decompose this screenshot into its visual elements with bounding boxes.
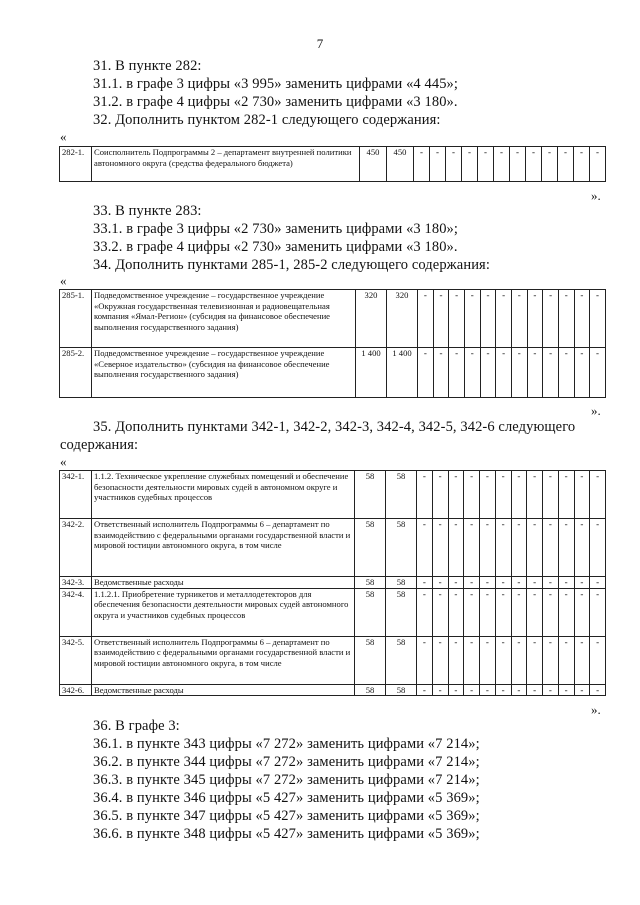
row-description: Ответственный исполнитель Подпрограммы 6 – департамент по взаимодействию с федеральными органами государственной власти и мировой юстиции автономного округа, в том числе — [92, 519, 355, 577]
section-31-title: 31. В пункте 282: — [93, 58, 202, 74]
table-row — [60, 636, 606, 684]
empty-cell-dash: - — [558, 348, 574, 398]
empty-cell-dash: - — [590, 471, 606, 519]
empty-cell-dash: - — [448, 471, 464, 519]
empty-cell-dash: - — [590, 348, 606, 398]
empty-cell-dash: - — [462, 147, 478, 182]
empty-cell-dash: - — [480, 471, 496, 519]
section-36-title: 36. В графе 3: — [93, 718, 180, 734]
section-33-1: 33.1. в графе 3 цифры «2 730» заменить цифрами «3 180»; — [93, 221, 459, 237]
empty-cell-dash: - — [432, 636, 448, 684]
section-35-cont: содержания: — [60, 437, 139, 453]
empty-cell-dash: - — [574, 348, 590, 398]
table-row — [60, 147, 606, 182]
quote-open-3: « — [60, 454, 67, 469]
row-value-col4: 1 400 — [387, 348, 418, 398]
empty-cell-dash: - — [418, 290, 434, 348]
section-36-4: 36.4. в пункте 346 цифры «5 427» заменить цифрами «5 369»; — [93, 790, 480, 806]
empty-cell-dash: - — [574, 684, 590, 696]
empty-cell-dash: - — [511, 636, 527, 684]
empty-cell-dash: - — [574, 471, 590, 519]
quote-close-2: ». — [591, 403, 601, 418]
empty-cell-dash: - — [511, 471, 527, 519]
table-row — [60, 471, 606, 519]
row-value-col3: 58 — [355, 577, 386, 589]
page-number: 7 — [316, 36, 324, 51]
empty-cell-dash: - — [558, 519, 574, 577]
empty-cell-dash: - — [590, 577, 606, 589]
empty-cell-dash: - — [511, 290, 527, 348]
section-33-2: 33.2. в графе 4 цифры «2 730» заменить цифрами «3 180». — [93, 239, 458, 255]
empty-cell-dash: - — [590, 519, 606, 577]
section-36-2: 36.2. в пункте 344 цифры «7 272» заменить цифрами «7 214»; — [93, 754, 480, 770]
table-342 — [59, 470, 606, 696]
empty-cell-dash: - — [590, 684, 606, 696]
empty-cell-dash: - — [543, 290, 559, 348]
empty-cell-dash: - — [558, 684, 574, 696]
row-description: 1.1.2.1. Приобретение турникетов и металлодетекторов для обеспечения безопасности деятельности мировых судей автономного округа и участников судебных процессов — [92, 588, 355, 636]
empty-cell-dash: - — [590, 147, 606, 182]
empty-cell-dash: - — [496, 348, 512, 398]
empty-cell-dash: - — [448, 636, 464, 684]
empty-cell-dash: - — [417, 684, 433, 696]
empty-cell-dash: - — [417, 471, 433, 519]
empty-cell-dash: - — [480, 577, 496, 589]
section-33-title: 33. В пункте 283: — [93, 203, 202, 219]
row-number: 285-1. — [60, 290, 92, 348]
empty-cell-dash: - — [574, 290, 590, 348]
row-value-col3: 1 400 — [356, 348, 387, 398]
empty-cell-dash: - — [558, 471, 574, 519]
empty-cell-dash: - — [417, 577, 433, 589]
empty-cell-dash: - — [543, 684, 559, 696]
empty-cell-dash: - — [480, 636, 496, 684]
empty-cell-dash: - — [418, 348, 434, 398]
empty-cell-dash: - — [542, 147, 558, 182]
empty-cell-dash: - — [478, 147, 494, 182]
empty-cell-dash: - — [449, 348, 465, 398]
empty-cell-dash: - — [432, 684, 448, 696]
section-36-1: 36.1. в пункте 343 цифры «7 272» заменить цифрами «7 214»; — [93, 736, 480, 752]
empty-cell-dash: - — [558, 147, 574, 182]
empty-cell-dash: - — [543, 577, 559, 589]
empty-cell-dash: - — [526, 147, 542, 182]
empty-cell-dash: - — [448, 577, 464, 589]
quote-close-3: ». — [591, 702, 601, 717]
empty-cell-dash: - — [511, 519, 527, 577]
empty-cell-dash: - — [527, 636, 543, 684]
empty-cell-dash: - — [495, 519, 511, 577]
empty-cell-dash: - — [558, 577, 574, 589]
empty-cell-dash: - — [496, 290, 512, 348]
table-285 — [59, 289, 606, 398]
row-description: Подведомственное учреждение – государственное учреждение «Северное издательство» (субсидия на финансовое обеспечение выполнения государственного задания) — [92, 348, 356, 398]
empty-cell-dash: - — [543, 588, 559, 636]
empty-cell-dash: - — [543, 348, 559, 398]
section-34: 34. Дополнить пунктами 285-1, 285-2 следующего содержания: — [93, 257, 490, 273]
row-value-col4: 58 — [386, 577, 417, 589]
row-description: Ответственный исполнитель Подпрограммы 6 – департамент по взаимодействию с федеральными органами государственной власти и мировой юстиции автономного округа, в том числе — [92, 636, 355, 684]
empty-cell-dash: - — [574, 588, 590, 636]
empty-cell-dash: - — [527, 519, 543, 577]
table-row — [60, 519, 606, 577]
row-number: 342-5. — [60, 636, 92, 684]
row-description: Соисполнитель Подпрограммы 2 – департамент внутренней политики автономного округа (средства федерального бюджета) — [92, 147, 360, 182]
table-row — [60, 348, 606, 398]
empty-cell-dash: - — [432, 577, 448, 589]
row-value-col3: 58 — [355, 519, 386, 577]
empty-cell-dash: - — [448, 684, 464, 696]
empty-cell-dash: - — [543, 471, 559, 519]
empty-cell-dash: - — [464, 519, 480, 577]
table-row — [60, 577, 606, 589]
section-36-3: 36.3. в пункте 345 цифры «7 272» заменить цифрами «7 214»; — [93, 772, 480, 788]
section-35: 35. Дополнить пунктами 342-1, 342-2, 342-3, 342-4, 342-5, 342-6 следующего — [93, 419, 576, 435]
empty-cell-dash: - — [480, 348, 496, 398]
row-value-col3: 58 — [355, 471, 386, 519]
empty-cell-dash: - — [464, 290, 480, 348]
row-value-col3: 58 — [355, 684, 386, 696]
empty-cell-dash: - — [527, 471, 543, 519]
row-number: 285-2. — [60, 348, 92, 398]
empty-cell-dash: - — [446, 147, 462, 182]
row-description: Ведомственные расходы — [92, 577, 355, 589]
empty-cell-dash: - — [558, 290, 574, 348]
table-row — [60, 588, 606, 636]
quote-close-1: ». — [591, 188, 601, 203]
empty-cell-dash: - — [495, 588, 511, 636]
empty-cell-dash: - — [574, 636, 590, 684]
row-description: 1.1.2. Техническое укрепление служебных помещений и обеспечение безопасности деятельности мировых судей в автономном округе и участников судебных процессов — [92, 471, 355, 519]
row-number: 342-1. — [60, 471, 92, 519]
row-value-col4: 58 — [386, 636, 417, 684]
empty-cell-dash: - — [527, 290, 543, 348]
empty-cell-dash: - — [417, 519, 433, 577]
row-number: 342-2. — [60, 519, 92, 577]
empty-cell-dash: - — [494, 147, 510, 182]
empty-cell-dash: - — [511, 348, 527, 398]
row-number: 342-3. — [60, 577, 92, 589]
empty-cell-dash: - — [543, 519, 559, 577]
row-value-col4: 58 — [386, 519, 417, 577]
row-number: 342-6. — [60, 684, 92, 696]
row-value-col4: 320 — [387, 290, 418, 348]
row-number: 342-4. — [60, 588, 92, 636]
empty-cell-dash: - — [464, 348, 480, 398]
row-value-col3: 58 — [355, 588, 386, 636]
empty-cell-dash: - — [432, 519, 448, 577]
empty-cell-dash: - — [495, 636, 511, 684]
row-value-col4: 58 — [386, 588, 417, 636]
empty-cell-dash: - — [448, 519, 464, 577]
empty-cell-dash: - — [590, 588, 606, 636]
empty-cell-dash: - — [527, 588, 543, 636]
empty-cell-dash: - — [543, 636, 559, 684]
empty-cell-dash: - — [430, 147, 446, 182]
empty-cell-dash: - — [495, 684, 511, 696]
row-description: Ведомственные расходы — [92, 684, 355, 696]
row-value-col4: 58 — [386, 471, 417, 519]
empty-cell-dash: - — [511, 588, 527, 636]
empty-cell-dash: - — [464, 577, 480, 589]
empty-cell-dash: - — [590, 636, 606, 684]
row-number: 282-1. — [60, 147, 92, 182]
section-31-2: 31.2. в графе 4 цифры «2 730» заменить цифрами «3 180». — [93, 94, 458, 110]
empty-cell-dash: - — [432, 471, 448, 519]
empty-cell-dash: - — [558, 636, 574, 684]
empty-cell-dash: - — [417, 636, 433, 684]
empty-cell-dash: - — [511, 684, 527, 696]
row-value-col3: 320 — [356, 290, 387, 348]
row-description: Подведомственное учреждение – государственное учреждение «Окружная государственная телевизионная и радиовещательная компания «Ямал-Регион» (субсидия на финансовое обеспечение выполнения государственного задания) — [92, 290, 356, 348]
empty-cell-dash: - — [433, 348, 449, 398]
empty-cell-dash: - — [464, 636, 480, 684]
row-value-col4: 450 — [387, 147, 414, 182]
empty-cell-dash: - — [480, 588, 496, 636]
row-value-col3: 58 — [355, 636, 386, 684]
empty-cell-dash: - — [495, 577, 511, 589]
empty-cell-dash: - — [495, 471, 511, 519]
empty-cell-dash: - — [480, 290, 496, 348]
empty-cell-dash: - — [480, 519, 496, 577]
table-282-1 — [59, 146, 606, 182]
section-36-6: 36.6. в пункте 348 цифры «5 427» заменить цифрами «5 369»; — [93, 826, 480, 842]
empty-cell-dash: - — [433, 290, 449, 348]
empty-cell-dash: - — [574, 147, 590, 182]
empty-cell-dash: - — [464, 588, 480, 636]
empty-cell-dash: - — [558, 588, 574, 636]
empty-cell-dash: - — [527, 684, 543, 696]
empty-cell-dash: - — [574, 577, 590, 589]
empty-cell-dash: - — [417, 588, 433, 636]
table-row — [60, 290, 606, 348]
empty-cell-dash: - — [510, 147, 526, 182]
empty-cell-dash: - — [574, 519, 590, 577]
empty-cell-dash: - — [449, 290, 465, 348]
row-value-col3: 450 — [360, 147, 387, 182]
empty-cell-dash: - — [527, 348, 543, 398]
empty-cell-dash: - — [464, 684, 480, 696]
row-value-col4: 58 — [386, 684, 417, 696]
empty-cell-dash: - — [432, 588, 448, 636]
quote-open-1: « — [60, 129, 67, 144]
empty-cell-dash: - — [480, 684, 496, 696]
empty-cell-dash: - — [527, 577, 543, 589]
empty-cell-dash: - — [414, 147, 430, 182]
empty-cell-dash: - — [464, 471, 480, 519]
section-36-5: 36.5. в пункте 347 цифры «5 427» заменить цифрами «5 369»; — [93, 808, 480, 824]
quote-open-2: « — [60, 273, 67, 288]
section-32: 32. Дополнить пунктом 282-1 следующего содержания: — [93, 112, 441, 128]
empty-cell-dash: - — [590, 290, 606, 348]
table-row — [60, 684, 606, 696]
empty-cell-dash: - — [511, 577, 527, 589]
section-31-1: 31.1. в графе 3 цифры «3 995» заменить цифрами «4 445»; — [93, 76, 459, 92]
empty-cell-dash: - — [448, 588, 464, 636]
